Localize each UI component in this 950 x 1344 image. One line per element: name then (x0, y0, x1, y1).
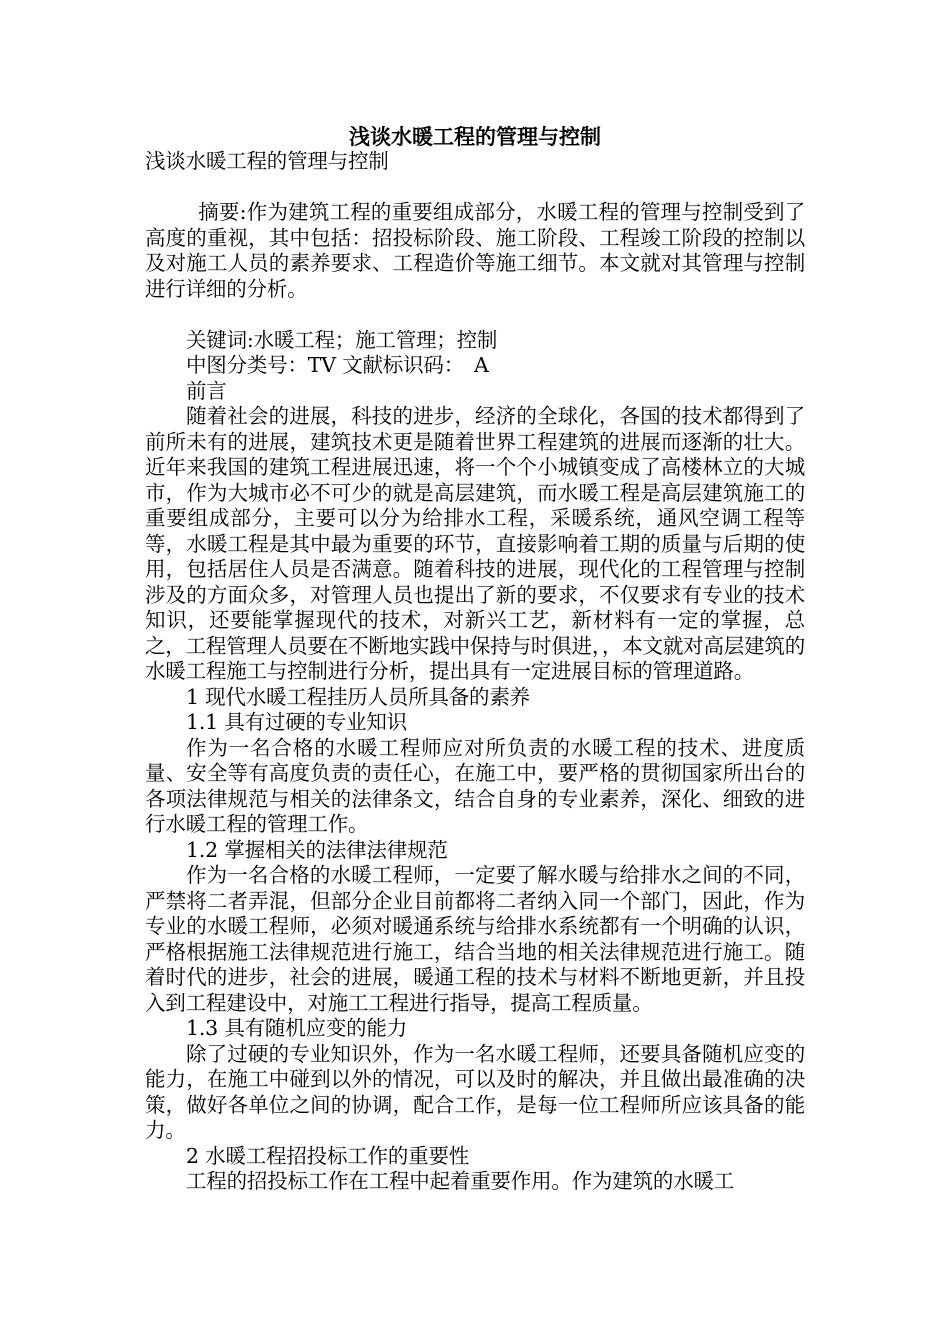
section-1-1-paragraph: 作为一名合格的水暖工程师应对所负责的水暖工程的技术、进度质量、安全等有高度负责的责任心，在施工中，要严格的贯彻国家所出台的各项法律规范与相关的法律条文，结合自身的专业素养，深化、细致的进行水暖工程的管理工作。 (145, 735, 805, 836)
document-body (145, 149, 805, 1195)
document-title: 浅谈水暖工程的管理与控制 (349, 124, 601, 149)
abstract-paragraph: 摘要:作为建筑工程的重要组成部分，水暖工程的管理与控制受到了高度的重视，其中包括：招投标阶段、施工阶段、工程竣工阶段的控制以及对施工人员的素养要求、工程造价等施工细节。本文就对其管理与控制进行详细的分析。 (145, 200, 805, 301)
preface-paragraph: 随着社会的进展，科技的进步，经济的全球化，各国的技术都得到了前所未有的进展，建筑技术更是随着世界工程建筑的进展而逐渐的壮大。近年来我国的建筑工程进展迅速，将一个个小城镇变成了高楼林立的大城市，作为大城市必不可少的就是高层建筑，而水暖工程是高层建筑施工的重要组成部分，主要可以分为给排水工程，采暖系统，通风空调工程等等，水暖工程是其中最为重要的环节，直接影响着工期的质量与后期的使用，包括居住人员是否满意。随着科技的进展，现代化的工程管理与控制涉及的方面众多，对管理人员也提出了新的要求，不仅要求有专业的技术知识，还要能掌握现代的技术，对新兴工艺，新材料有一定的掌握，总之，工程管理人员要在不断地实践中保持与时俱进，，本文就对高层建筑的水暖工程施工与控制进行分析，提出具有一定进展目标的管理道路。 (145, 404, 805, 683)
section-1-3-heading: 1.3 具有随机应变的能力 (186, 1016, 408, 1040)
section-1-heading: 1 现代水暖工程挂历人员所具备的素养 (186, 684, 530, 709)
section-1-2-heading: 1.2 掌握相关的法律法律规范 (186, 837, 448, 862)
section-1-1-heading: 1.1 具有过硬的专业知识 (186, 710, 408, 734)
classification-line: 中图分类号：TV 文献标识码： A (186, 353, 489, 377)
section-1-3-paragraph: 除了过硬的专业知识外，作为一名水暖工程师，还要具备随机应变的能力，在施工中碰到以外的情况，可以及时的解决，并且做出最准确的决策，做好各单位之间的协调，配合工作，是每一位工程师所应该具备的能力。 (145, 1041, 805, 1142)
section-1-2-paragraph: 作为一名合格的水暖工程师，一定要了解水暖与给排水之间的不同，严禁将二者弄混，但部分企业目前都将二者纳入同一个部门，因此，作为专业的水暖工程师，必须对暖通系统与给排水系统都有一个明确的认识，严格根据施工法律规范进行施工，结合当地的相关法律规范进行施工。随着时代的进步，社会的进展，暖通工程的技术与材料不断地更新，并且投入到工程建设中，对施工工程进行指导，提高工程质量。 (145, 863, 805, 1015)
preface-heading: 前言 (186, 378, 227, 403)
keywords-line: 关键词:水暖工程；施工管理；控制 (186, 327, 498, 352)
document-subtitle: 浅谈水暖工程的管理与控制 (145, 149, 389, 173)
section-2-heading: 2 水暖工程招投标工作的重要性 (186, 1143, 470, 1168)
section-2-paragraph: 工程的招投标工作在工程中起着重要作用。作为建筑的水暖工 (186, 1169, 735, 1193)
